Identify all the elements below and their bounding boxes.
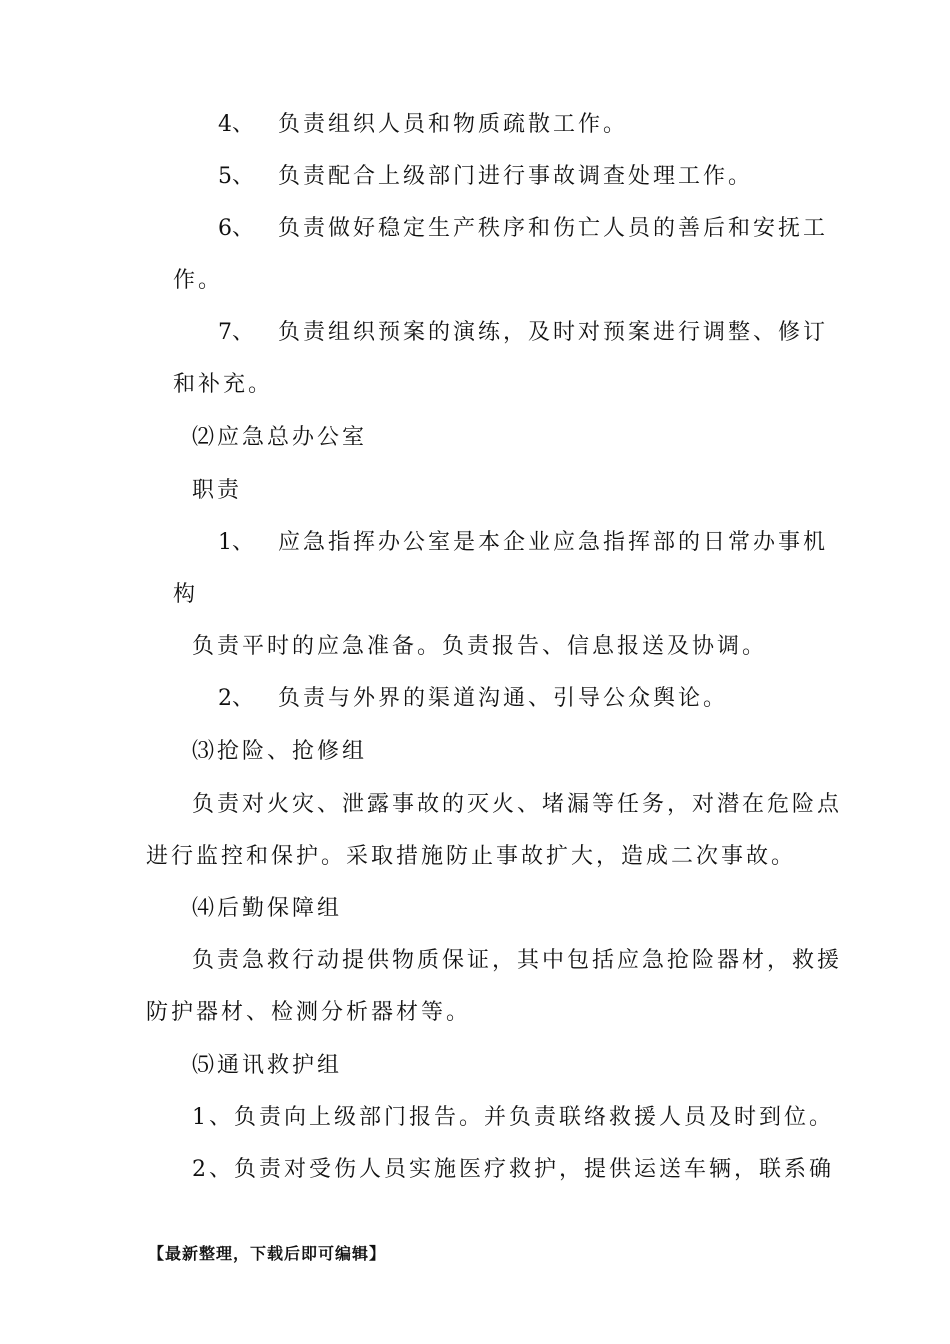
text-line <box>218 166 753 188</box>
line-text: 职责 <box>192 478 243 503</box>
line-text: ⑵应急总办公室 <box>192 425 368 450</box>
text-line <box>173 270 223 292</box>
item-number: 2、 <box>218 686 254 711</box>
line-text: 负责配合上级部门进行事故调查处理工作。 <box>278 164 754 189</box>
text-line <box>192 480 242 502</box>
section-heading <box>192 741 367 763</box>
line-text: 负责做好稳定生产秩序和伤亡人员的善后和安抚工 <box>278 216 829 241</box>
line-text: ⑸通讯救护组 <box>192 1053 343 1078</box>
line-text: 负责组织人员和物质疏散工作。 <box>278 112 629 137</box>
line-text: 负责对火灾、泄露事故的灭火、堵漏等任务，对潜在危险点 <box>192 792 843 817</box>
text-line <box>192 950 842 972</box>
line-text: 作。 <box>173 268 224 293</box>
line-text: ⑷后勤保障组 <box>192 896 343 921</box>
line-text: 负责急救行动提供物质保证，其中包括应急抢险器材，救援 <box>192 948 843 973</box>
line-text: 和补充。 <box>173 372 274 397</box>
line-text: 构 <box>173 582 199 607</box>
text-line <box>192 1107 834 1129</box>
item-number: 1、 <box>218 530 254 555</box>
text-line <box>192 1159 834 1181</box>
line-text: 应急指挥办公室是本企业应急指挥部的日常办事机 <box>278 530 829 555</box>
item-number: 4、 <box>218 112 254 137</box>
line-text: 负责平时的应急准备。负责报告、信息报送及协调。 <box>192 634 768 659</box>
section-heading <box>192 898 342 920</box>
section-heading <box>192 1055 342 1077</box>
text-line <box>192 794 842 816</box>
text-line <box>218 688 728 710</box>
item-number: 6、 <box>218 216 254 241</box>
text-line <box>146 1002 471 1024</box>
line-text: 2、负责对受伤人员实施医疗救护，提供运送车辆，联系确 <box>192 1157 834 1182</box>
section-heading <box>192 427 367 449</box>
text-line <box>218 218 828 240</box>
line-text: ⑶抢险、抢修组 <box>192 739 368 764</box>
line-text: 1、负责向上级部门报告。并负责联络救援人员及时到位。 <box>192 1105 834 1130</box>
text-line <box>173 584 198 606</box>
text-line <box>192 636 767 658</box>
text-line <box>173 374 273 396</box>
item-number: 7、 <box>218 320 254 345</box>
item-number: 5、 <box>218 164 254 189</box>
line-text: 防护器材、检测分析器材等。 <box>146 1000 472 1025</box>
text-line <box>218 114 628 136</box>
page-footer: 【最新整理，下载后即可编辑】 <box>148 1244 387 1263</box>
text-line <box>146 846 796 868</box>
text-line <box>218 322 828 344</box>
line-text: 负责组织预案的演练，及时对预案进行调整、修订 <box>278 320 829 345</box>
text-line <box>218 532 828 554</box>
line-text: 负责与外界的渠道沟通、引导公众舆论。 <box>278 686 729 711</box>
line-text: 进行监控和保护。采取措施防止事故扩大，造成二次事故。 <box>146 844 797 869</box>
